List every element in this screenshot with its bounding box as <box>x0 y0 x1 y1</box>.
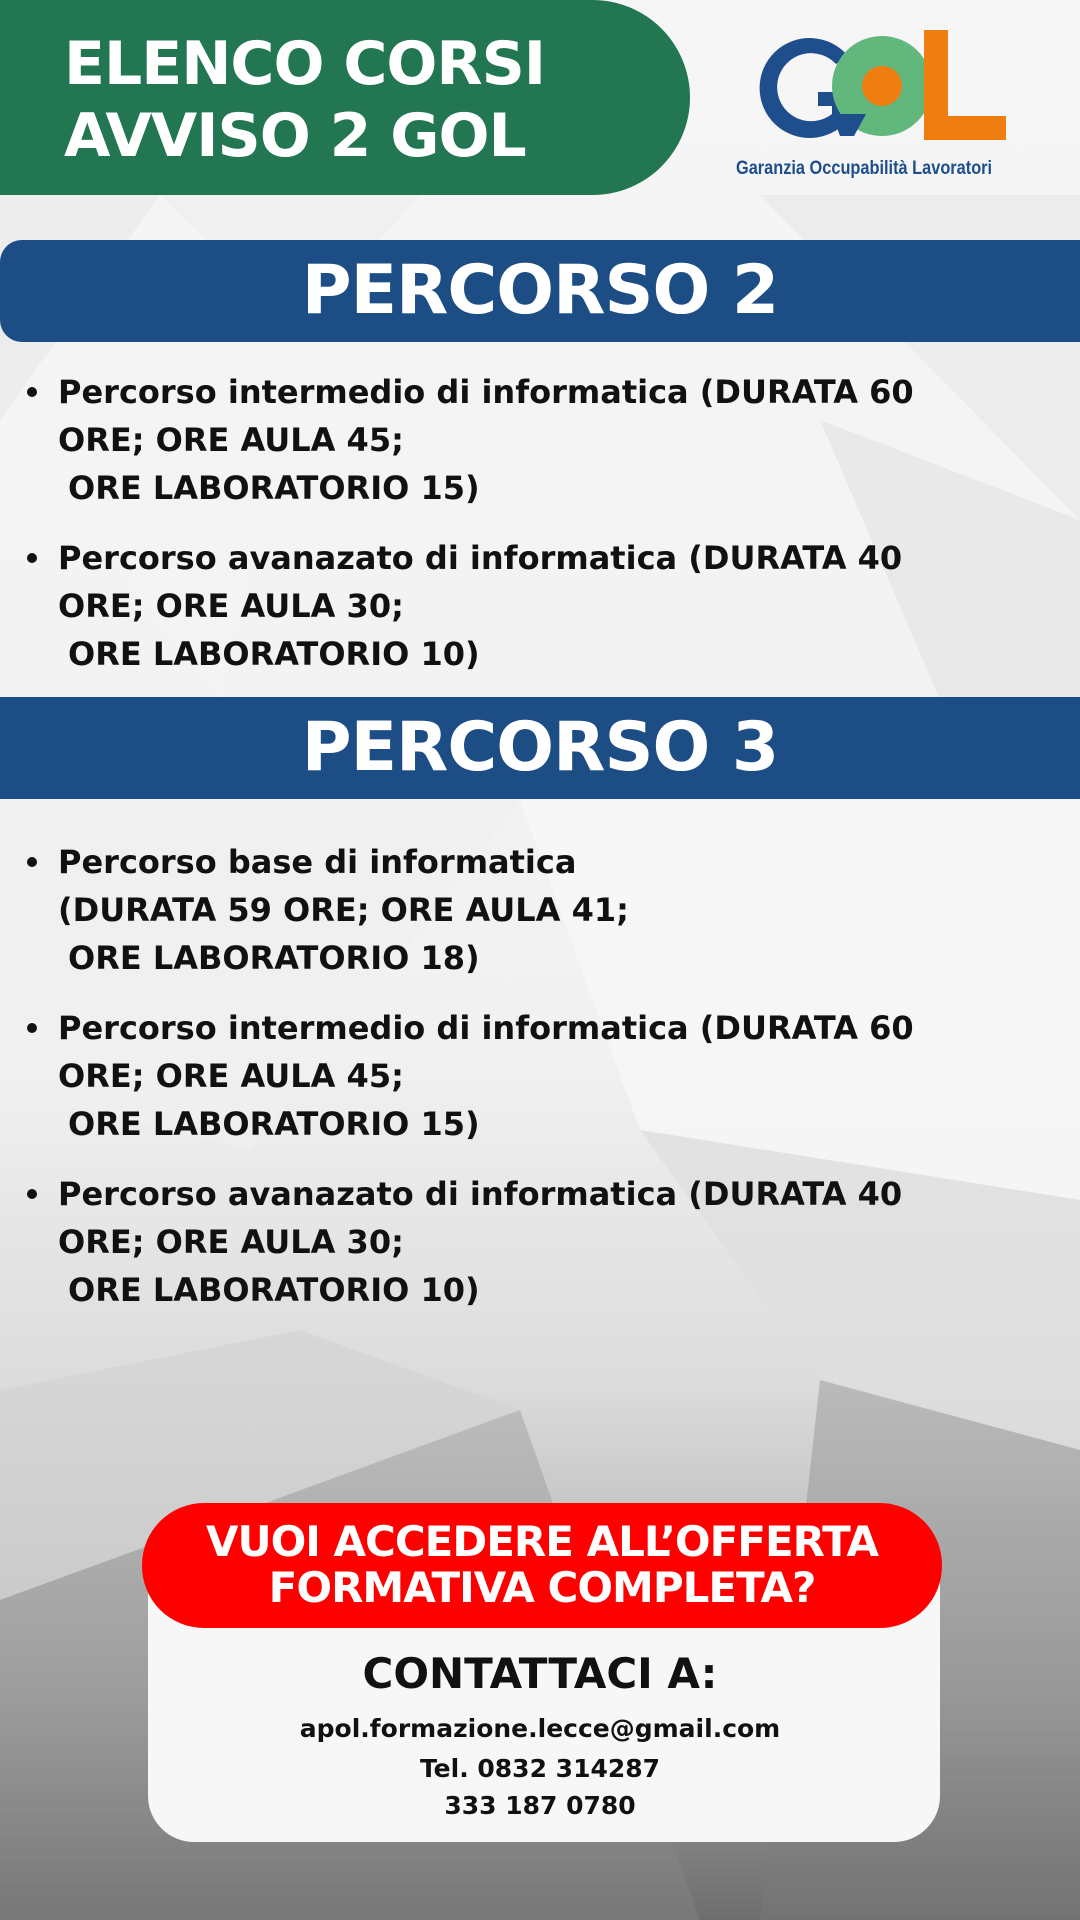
contact-phone[interactable]: Tel. 0832 314287 <box>419 1754 661 1783</box>
course-list-percorso-3 <box>0 838 958 1336</box>
section-header-percorso-2 <box>0 240 1080 342</box>
cta-banner[interactable] <box>142 1503 942 1628</box>
section-title: PERCORSO 3 <box>301 708 779 787</box>
course-line: ORE LABORATORIO 15) <box>68 469 480 507</box>
course-line: ORE LABORATORIO 10) <box>68 1271 480 1309</box>
course-line: ORE; ORE AULA 45; <box>58 421 404 459</box>
title-line-2: AVVISO 2 GOL <box>64 101 526 171</box>
list-item <box>0 534 958 678</box>
course-list-percorso-2 <box>0 368 958 700</box>
course-line: Percorso avanazato di informatica (DURATA 40 <box>58 539 903 577</box>
contact-mobile[interactable]: 333 187 0780 <box>444 1791 636 1820</box>
gol-logo <box>736 18 1016 188</box>
course-line: ORE LABORATORIO 18) <box>68 939 480 977</box>
gol-logo-mark <box>736 18 1016 158</box>
course-line: Percorso intermedio di informatica (DURATA 60 <box>58 1009 914 1047</box>
list-item <box>0 368 958 512</box>
bullet-icon <box>27 1023 37 1033</box>
cta-text <box>142 1503 942 1611</box>
bullet-icon <box>27 553 37 563</box>
bullet-icon <box>27 857 37 867</box>
contact-email[interactable]: apol.formazione.lecce@gmail.com <box>299 1714 781 1743</box>
course-line: Percorso base di informatica <box>58 843 577 881</box>
logo-tagline: Garanzia Occupabilità Lavoratori <box>736 158 993 179</box>
section-header-percorso-3 <box>0 697 1080 799</box>
page-title <box>64 28 545 172</box>
contact-heading: CONTATTACI A: <box>362 1649 718 1698</box>
bullet-icon <box>27 1189 37 1199</box>
section-title: PERCORSO 2 <box>301 251 779 330</box>
cta-line-1: VUOI ACCEDERE ALL’OFFERTA <box>205 1517 879 1566</box>
course-line: ORE; ORE AULA 30; <box>58 1223 404 1261</box>
list-item <box>0 1170 958 1314</box>
course-line: Percorso avanazato di informatica (DURATA 40 <box>58 1175 903 1213</box>
course-line: ORE; ORE AULA 30; <box>58 587 404 625</box>
course-line: (DURATA 59 ORE; ORE AULA 41; <box>58 891 629 929</box>
header-banner <box>0 0 690 195</box>
list-item <box>0 838 958 982</box>
course-line: ORE; ORE AULA 45; <box>58 1057 404 1095</box>
cta-line-2: FORMATIVA COMPLETA? <box>268 1563 816 1612</box>
list-item <box>0 1004 958 1148</box>
course-line: Percorso intermedio di informatica (DURATA 60 <box>58 373 914 411</box>
title-line-1: ELENCO CORSI <box>64 29 546 99</box>
course-line: ORE LABORATORIO 15) <box>68 1105 480 1143</box>
bullet-icon <box>27 387 37 397</box>
course-line: ORE LABORATORIO 10) <box>68 635 480 673</box>
